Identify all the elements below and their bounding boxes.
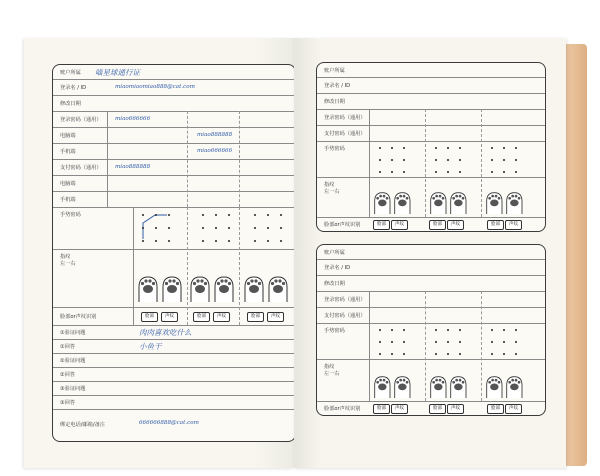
paw-icon — [505, 191, 524, 218]
finger-label: 指纹 — [324, 364, 335, 370]
label-divider — [107, 111, 108, 207]
face-button[interactable]: 脸部 — [373, 404, 390, 414]
paw-icon — [213, 275, 235, 307]
face-button[interactable]: 脸部 — [193, 312, 210, 322]
row-modify — [317, 275, 545, 292]
voice-button[interactable]: 声纹 — [447, 220, 464, 230]
row-account — [317, 245, 545, 260]
row-q1 — [53, 325, 295, 340]
account-label: 账户所属 — [324, 68, 345, 74]
face-button[interactable]: 脸部 — [429, 220, 446, 230]
finger-label: 指纹 — [324, 182, 335, 188]
column-divider — [187, 111, 188, 207]
finger-sub: 左一右 — [324, 189, 340, 195]
pay-pw-label: 支付密码（通用） — [60, 165, 102, 171]
login-value: miaomiaomiao888@cat.com — [115, 84, 195, 90]
account-value: 喵星球通行证 — [95, 68, 140, 77]
account-label: 账户所属 — [324, 250, 345, 256]
voice-button[interactable]: 声纹 — [161, 312, 178, 322]
column-divider — [425, 109, 426, 217]
contact-value: 666666888@cat.com — [139, 420, 199, 426]
face-button[interactable]: 脸部 — [373, 220, 390, 230]
paw-icon — [449, 191, 468, 218]
row-login — [53, 79, 295, 96]
paw-icon — [505, 375, 524, 402]
left-account-card — [52, 64, 296, 442]
gesture-label: 手势密码 — [324, 328, 345, 334]
row-a2 — [53, 367, 295, 382]
gesture-label: 手势密码 — [324, 146, 345, 152]
paw-icon — [429, 191, 448, 218]
row-modify — [53, 95, 295, 112]
face-button[interactable]: 脸部 — [487, 220, 504, 230]
voice-button[interactable]: 声纹 — [391, 404, 408, 414]
row-contact — [53, 409, 295, 439]
q1-value: 肉肉喜欢吃什么 — [139, 328, 192, 337]
gesture-label: 手势密码 — [60, 212, 81, 218]
paw-icon — [393, 191, 412, 218]
paw-icon — [137, 275, 159, 307]
row-pay-pw — [317, 125, 545, 142]
row-login — [317, 259, 545, 276]
row-gesture — [53, 207, 295, 250]
paw-icon — [243, 275, 265, 307]
a2-label: ②回答 — [60, 372, 76, 378]
row-gesture — [317, 323, 545, 360]
paw-icon — [393, 375, 412, 402]
voice-button[interactable]: 声纹 — [505, 404, 522, 414]
login-label: 登录名 / ID — [324, 265, 351, 271]
left-page — [24, 38, 294, 468]
row-mobile2 — [53, 191, 295, 208]
face-button[interactable]: 脸部 — [429, 404, 446, 414]
mobile2-label: 手机端 — [60, 197, 76, 203]
login-label: 登录名 / ID — [60, 85, 87, 91]
voice-button[interactable]: 声纹 — [213, 312, 230, 322]
voice-button[interactable]: 声纹 — [505, 220, 522, 230]
voice-button[interactable]: 声纹 — [267, 312, 284, 322]
row-gesture — [317, 141, 545, 178]
login-pw-label: 登录密码（通用） — [324, 297, 366, 303]
row-login-pw — [53, 111, 295, 128]
face-label: 脸部or声纹识别 — [324, 222, 361, 228]
paw-icon — [161, 275, 183, 307]
voice-button[interactable]: 声纹 — [391, 220, 408, 230]
pc-value: miao888888 — [197, 132, 233, 138]
row-mobile — [53, 143, 295, 160]
q2-label: ②验证问题 — [60, 358, 86, 364]
paw-icon — [485, 191, 504, 218]
paw-icon — [449, 375, 468, 402]
row-pc — [53, 127, 295, 144]
a1-label: ①回答 — [60, 344, 76, 350]
paw-icon — [189, 275, 211, 307]
pay-pw-label: 支付密码（通用） — [324, 313, 366, 319]
q1-label: ①验证问题 — [60, 330, 86, 336]
column-divider — [481, 291, 482, 401]
modify-label: 修改日期 — [324, 281, 345, 287]
row-modify — [317, 93, 545, 110]
row-pc2 — [53, 175, 295, 192]
paw-icon — [373, 375, 392, 402]
label-divider — [133, 207, 134, 325]
right-page — [294, 38, 566, 468]
row-face — [317, 401, 545, 415]
row-q2 — [53, 353, 295, 368]
label-divider — [369, 109, 370, 217]
label-divider — [369, 291, 370, 401]
a1-value: 小鱼干 — [139, 342, 162, 351]
paw-icon — [429, 375, 448, 402]
q3-label: ③验证问题 — [60, 386, 86, 392]
pc-label: 电脑端 — [60, 133, 76, 139]
row-face — [53, 307, 295, 326]
row-account — [317, 63, 545, 78]
contact-label: 绑定电话/邮箱/备注 — [60, 422, 105, 428]
login-label: 登录名 / ID — [324, 83, 351, 89]
account-label: 账户所属 — [60, 70, 81, 76]
row-face — [317, 217, 545, 231]
login-pw-label: 登录密码（通用） — [60, 117, 102, 123]
modify-label: 修改日期 — [60, 101, 81, 107]
right-account-card-1 — [316, 62, 546, 232]
face-button[interactable]: 脸部 — [247, 312, 264, 322]
pay-pw-value: miao888888 — [115, 164, 151, 170]
paw-icon — [267, 275, 289, 307]
row-account — [53, 65, 295, 80]
row-pay-pw — [317, 307, 545, 324]
pay-pw-label: 支付密码（通用） — [324, 131, 366, 137]
face-label: 脸部or声纹识别 — [60, 314, 97, 320]
modify-label: 修改日期 — [324, 99, 345, 105]
finger-sub: 左一右 — [60, 261, 76, 267]
finger-label: 指纹 — [60, 254, 71, 260]
row-login-pw — [317, 291, 545, 308]
row-pay-pw — [53, 159, 295, 176]
face-button[interactable]: 脸部 — [141, 312, 158, 322]
paw-icon — [485, 375, 504, 402]
row-login — [317, 77, 545, 94]
mobile-value: miao666666 — [197, 148, 233, 154]
login-pw-value: miao666666 — [115, 116, 151, 122]
row-a3 — [53, 395, 295, 410]
mobile-label: 手机端 — [60, 149, 76, 155]
face-button[interactable]: 脸部 — [487, 404, 504, 414]
row-login-pw — [317, 109, 545, 126]
right-account-card-2 — [316, 244, 546, 416]
face-label: 脸部or声纹识别 — [324, 406, 361, 412]
column-divider — [187, 207, 188, 325]
column-divider — [481, 109, 482, 217]
column-divider — [239, 207, 240, 325]
a3-label: ③回答 — [60, 400, 76, 406]
row-q3 — [53, 381, 295, 396]
row-a1 — [53, 339, 295, 354]
column-divider — [425, 291, 426, 401]
paw-icon — [373, 191, 392, 218]
login-pw-label: 登录密码（通用） — [324, 115, 366, 121]
finger-sub: 左一右 — [324, 371, 340, 377]
voice-button[interactable]: 声纹 — [447, 404, 464, 414]
pc2-label: 电脑端 — [60, 181, 76, 187]
column-divider — [239, 111, 240, 207]
